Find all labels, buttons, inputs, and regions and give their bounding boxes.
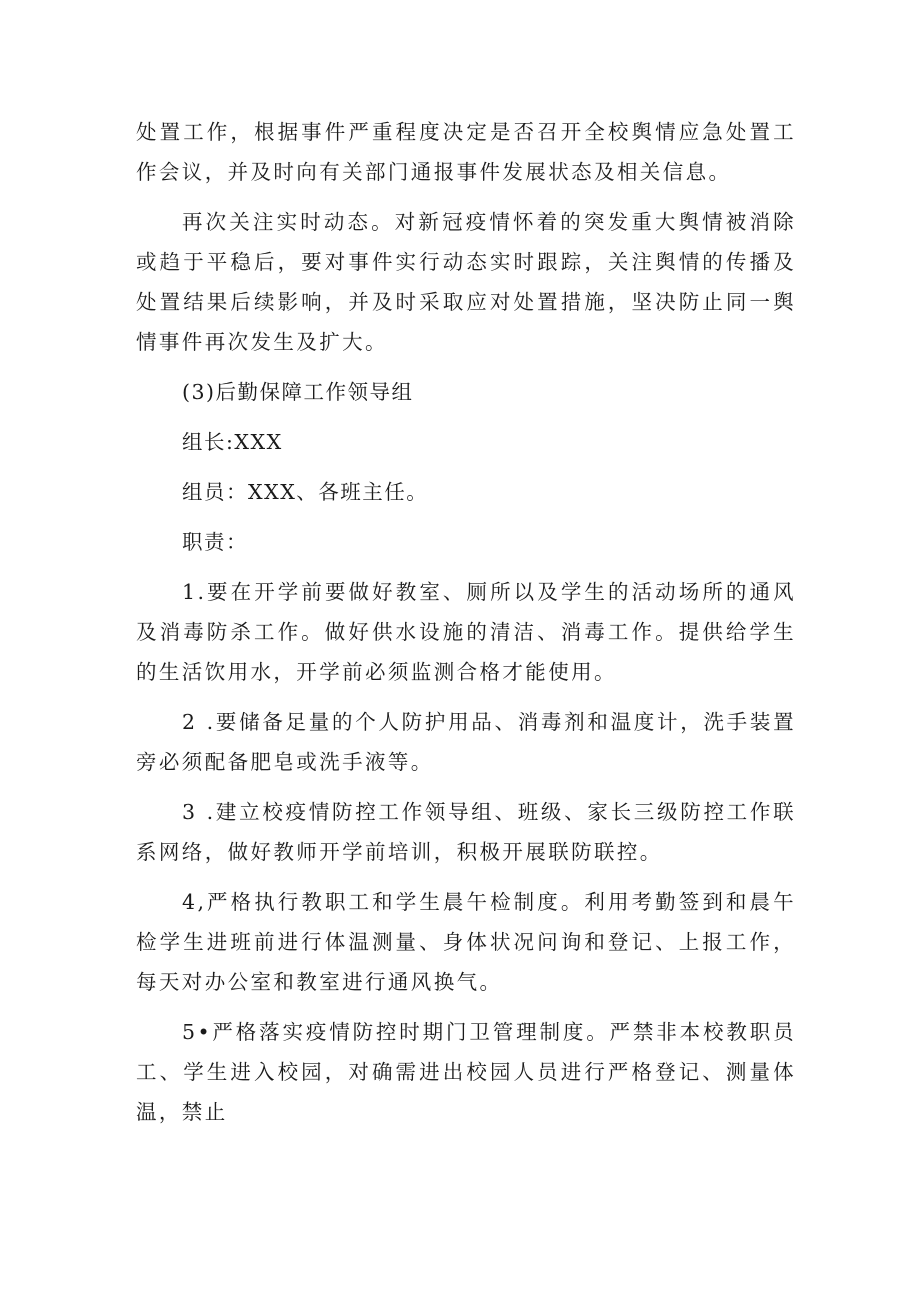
paragraph-real-time-monitoring: 再次关注实时动态。对新冠疫情怀着的突发重大舆情被消除或趋于平稳后，要对事件实行动态实时跟踪，关注舆情的传播及处置结果后续影响，并及时采取应对处置措施，坚决防止同一舆情事件再次发生及扩大。: [136, 210, 796, 354]
paragraph-disposal-continued: 处置工作，根据事件严重程度决定是否召开全校舆情应急处置工作会议，并及时向有关部门通报事件发展状态及相关信息。: [136, 120, 796, 184]
duty-item-1: 1.要在开学前要做好教室、厕所以及学生的活动场所的通风及消毒防杀工作。做好供水设施的清洁、消毒工作。提供给学生的生活饮用水，开学前必须监测合格才能使用。: [136, 580, 796, 684]
heading-logistics-group: (3)后勤保障工作领导组: [182, 380, 414, 404]
duties-label: 职责：: [182, 530, 248, 554]
duty-item-2: 2 .要储备足量的个人防护用品、消毒剂和温度计，洗手装置旁必须配备肥皂或洗手液等。: [136, 710, 796, 774]
duty-item-3: 3 .建立校疫情防控工作领导组、班级、家长三级防控工作联系网络，做好教师开学前培训，积极开展联防联控。: [136, 800, 796, 864]
duty-item-5: 5•严格落实疫情防控时期门卫管理制度。严禁非本校教职员工、学生进入校园，对确需进出校园人员进行严格登记、测量体温，禁止: [136, 1020, 796, 1124]
group-members-line: 组员：XXX、各班主任。: [182, 480, 429, 504]
document-body: [136, 112, 796, 1142]
duty-item-4: 4,严格执行教职工和学生晨午检制度。利用考勤签到和晨午检学生进班前进行体温测量、身体状况问询和登记、上报工作，每天对办公室和教室进行通风换气。: [136, 890, 796, 994]
group-leader-line: 组长:XXX: [182, 430, 283, 454]
